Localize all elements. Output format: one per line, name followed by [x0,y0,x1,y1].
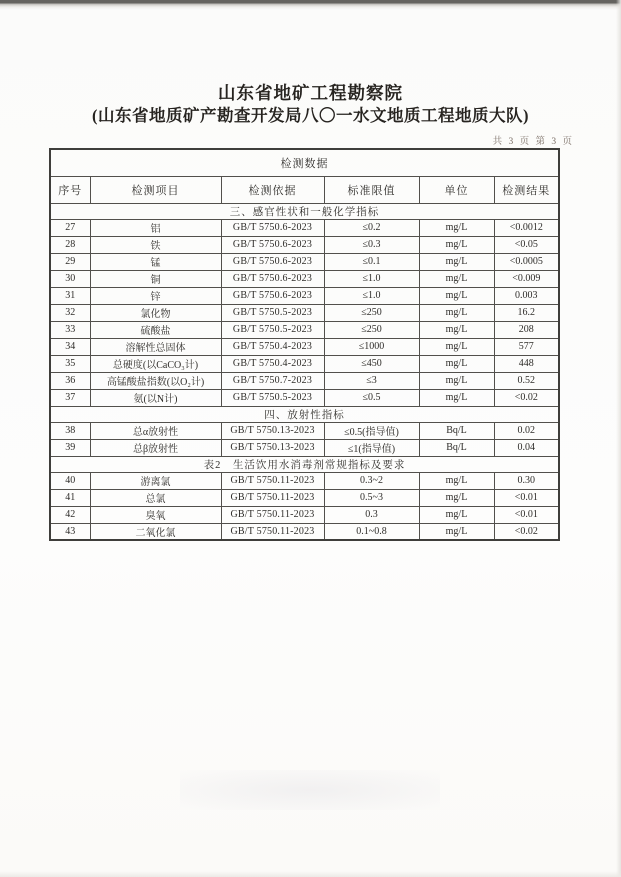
table-cell: 0.1~0.8 [324,523,419,540]
table-cell: 27 [50,219,90,236]
table-cell: GB/T 5750.4-2023 [221,338,324,355]
table-cell: <0.01 [494,506,559,523]
table-caption: 检测数据 [50,149,559,176]
table-cell: 锰 [90,253,221,270]
table-cell: <0.009 [494,270,559,287]
table-cell: 铝 [90,219,221,236]
table-row [50,472,559,489]
table-cell: ≤250 [324,304,419,321]
table-cell: 游离氯 [90,472,221,489]
table-cell: mg/L [419,389,494,406]
table-cell: mg/L [419,472,494,489]
table-cell: 氨(以N计) [90,389,221,406]
table-cell: mg/L [419,270,494,287]
column-header-unit: 单位 [419,176,494,203]
table-row [50,372,559,389]
table-cell: 41 [50,489,90,506]
table-cell: ≤250 [324,321,419,338]
table-cell: 577 [494,338,559,355]
table-cell: 0.04 [494,439,559,456]
table-cell: ≤0.1 [324,253,419,270]
section-heading: 三、感官性状和一般化学指标 [50,203,559,219]
table-cell: 36 [50,372,90,389]
table-cell: mg/L [419,321,494,338]
table-cell: 铁 [90,236,221,253]
table-cell: 0.3~2 [324,472,419,489]
table-cell: 40 [50,472,90,489]
table-row [50,439,559,456]
section-heading-row [50,406,559,422]
table-row [50,506,559,523]
table-cell: 16.2 [494,304,559,321]
table-cell: 0.02 [494,422,559,439]
table-cell: ≤0.3 [324,236,419,253]
table-cell: 氯化物 [90,304,221,321]
table-cell: GB/T 5750.6-2023 [221,219,324,236]
table-row [50,355,559,372]
section-heading-row [50,203,559,219]
table-cell: Bq/L [419,439,494,456]
table-row [50,287,559,304]
table-cell: ≤1(指导值) [324,439,419,456]
table-cell: 0.30 [494,472,559,489]
results-table-body [50,149,559,540]
table-cell: <0.0005 [494,253,559,270]
table-cell: <0.0012 [494,219,559,236]
table-cell: GB/T 5750.11-2023 [221,489,324,506]
table-cell: 208 [494,321,559,338]
table-header-row [50,176,559,203]
table-cell: 高锰酸盐指数(以O₂计) [90,372,221,389]
table-cell: ≤0.5(指导值) [324,422,419,439]
table-cell: mg/L [419,236,494,253]
table-cell: 29 [50,253,90,270]
table-cell: GB/T 5750.6-2023 [221,287,324,304]
table-cell: <0.02 [494,389,559,406]
table-cell: 30 [50,270,90,287]
table-cell: 总硬度(以CaCO₃计) [90,355,221,372]
table-cell: 33 [50,321,90,338]
table-cell: 32 [50,304,90,321]
table-cell: 0.52 [494,372,559,389]
table-cell: 硫酸盐 [90,321,221,338]
table-cell: Bq/L [419,422,494,439]
table-cell: GB/T 5750.6-2023 [221,236,324,253]
table-cell: 39 [50,439,90,456]
table-cell: mg/L [419,253,494,270]
table-caption-row [50,149,559,176]
table-cell: 臭氧 [90,506,221,523]
table-cell: GB/T 5750.11-2023 [221,506,324,523]
table-row [50,389,559,406]
table-cell: GB/T 5750.13-2023 [221,422,324,439]
table-cell: 0.3 [324,506,419,523]
table-cell: GB/T 5750.5-2023 [221,389,324,406]
table-cell: ≤0.5 [324,389,419,406]
section-heading: 四、放射性指标 [50,406,559,422]
column-header-seq: 序号 [50,176,90,203]
table-cell: 34 [50,338,90,355]
table-cell: GB/T 5750.7-2023 [221,372,324,389]
table-cell: <0.05 [494,236,559,253]
table-cell: 35 [50,355,90,372]
scan-bottom-edge [0,871,621,877]
table-row [50,253,559,270]
table-cell: 锌 [90,287,221,304]
table-cell: GB/T 5750.11-2023 [221,472,324,489]
table-cell: 溶解性总固体 [90,338,221,355]
table-cell: mg/L [419,219,494,236]
table-cell: mg/L [419,304,494,321]
table-cell: 二氧化氯 [90,523,221,540]
table-cell: 38 [50,422,90,439]
table-row [50,338,559,355]
table-cell: GB/T 5750.6-2023 [221,270,324,287]
table-cell: 铜 [90,270,221,287]
institution-subtitle: (山东省地质矿产勘查开发局八〇一水文地质工程地质大队) [92,106,529,125]
table-cell: GB/T 5750.5-2023 [221,304,324,321]
table-cell: 28 [50,236,90,253]
table-cell: 0.003 [494,287,559,304]
table-cell: GB/T 5750.11-2023 [221,523,324,540]
table-cell: 总α放射性 [90,422,221,439]
table-row [50,219,559,236]
column-header-limit: 标准限值 [324,176,419,203]
table-row [50,270,559,287]
table-cell: GB/T 5750.5-2023 [221,321,324,338]
table-cell: mg/L [419,506,494,523]
table-cell: ≤1.0 [324,287,419,304]
table-cell: mg/L [419,523,494,540]
table-row [50,422,559,439]
table-cell: mg/L [419,355,494,372]
table-cell: 43 [50,523,90,540]
table-cell: 37 [50,389,90,406]
section-heading-row [50,456,559,472]
table-row [50,321,559,338]
document-header [0,83,621,126]
table-cell: GB/T 5750.13-2023 [221,439,324,456]
table-cell: 448 [494,355,559,372]
column-header-result: 检测结果 [494,176,559,203]
table-cell: 总β放射性 [90,439,221,456]
table-cell: <0.01 [494,489,559,506]
table-row [50,523,559,540]
table-cell: mg/L [419,338,494,355]
page-number-info: 共 3 页 第 3 页 [492,137,574,147]
table-cell: 0.5~3 [324,489,419,506]
table-cell: mg/L [419,287,494,304]
scan-top-edge [0,0,621,10]
table-cell: ≤0.2 [324,219,419,236]
section-heading: 表2 生活饮用水消毒剂常规指标及要求 [50,456,559,472]
table-cell: ≤1000 [324,338,419,355]
column-header-item: 检测项目 [90,176,221,203]
scan-smudge [180,770,440,810]
table-cell: mg/L [419,372,494,389]
table-cell: GB/T 5750.4-2023 [221,355,324,372]
table-cell: <0.02 [494,523,559,540]
table-cell: 31 [50,287,90,304]
institution-title: 山东省地矿工程勘察院 [218,83,403,103]
table-cell: mg/L [419,489,494,506]
table-row [50,304,559,321]
scan-right-edge [616,0,621,877]
table-cell: GB/T 5750.6-2023 [221,253,324,270]
column-header-method: 检测依据 [221,176,324,203]
table-cell: ≤1.0 [324,270,419,287]
table-cell: ≤3 [324,372,419,389]
test-results-table [49,148,560,541]
table-cell: 总氯 [90,489,221,506]
table-row [50,489,559,506]
table-cell: 42 [50,506,90,523]
table-row [50,236,559,253]
table-cell: ≤450 [324,355,419,372]
